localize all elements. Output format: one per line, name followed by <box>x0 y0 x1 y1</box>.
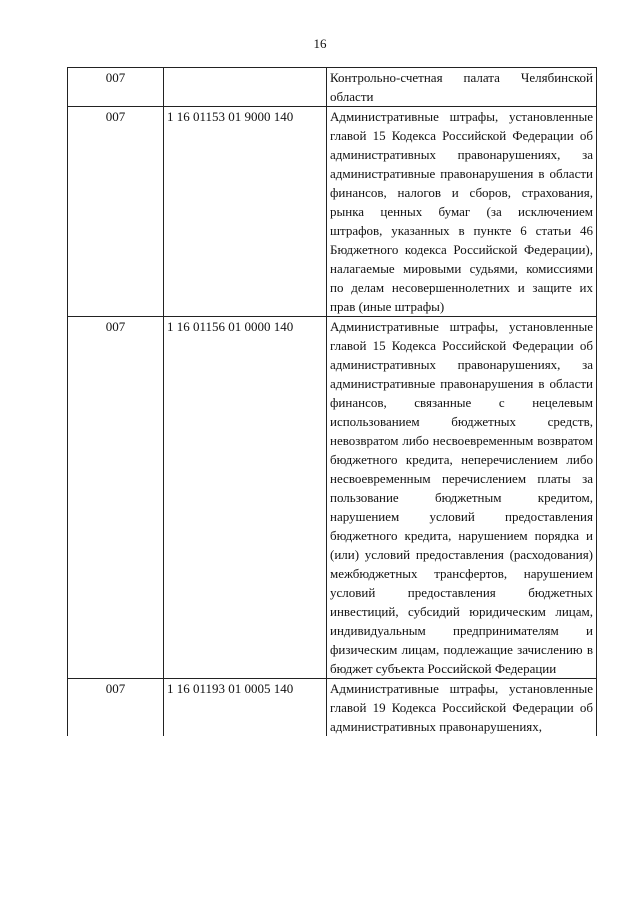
table-row <box>68 68 597 107</box>
kbk-cell <box>164 68 327 107</box>
kbk-cell: 1 16 01153 01 9000 140 <box>164 107 327 317</box>
description-cell: Контрольно-счетная палата Челябинской области <box>327 68 597 107</box>
table-row <box>68 317 597 679</box>
table-row <box>68 679 597 737</box>
description-cell: Административные штрафы, установленные главой 15 Кодекса Российской Федерации об административных правонарушениях, за административные правонарушения в области финансов, связанные с нецелевым использованием бюджетных средств, невозвратом либо несвоевременным возвратом бюджетного кредита, неперечислением либо несвоевременным перечислением платы за пользование бюджетным кредитом, нарушением условий предоставления бюджетного кредита, нарушением порядка и (или) условий предоставления (расходования) межбюджетных трансфертов, нарушением условий предоставления бюджетных инвестиций, субсидий юридическим лицам, индивидуальным предпринимателям и физическим лицам, подлежащие зачислению в бюджет субъекта Российской Федерации <box>327 317 597 679</box>
table-row <box>68 107 597 317</box>
kbk-cell: 1 16 01156 01 0000 140 <box>164 317 327 679</box>
admin-code-cell: 007 <box>68 68 164 107</box>
kbk-cell: 1 16 01193 01 0005 140 <box>164 679 327 737</box>
admin-code-cell: 007 <box>68 107 164 317</box>
description-cell: Административные штрафы, установленные главой 19 Кодекса Российской Федерации об административных правонарушениях, <box>327 679 597 737</box>
description-cell: Административные штрафы, установленные главой 15 Кодекса Российской Федерации об административных правонарушениях, за административные правонарушения в области финансов, налогов и сборов, страхования, рынка ценных бумаг (за исключением штрафов, указанных в пункте 6 статьи 46 Бюджетного кодекса Российской Федерации), налагаемые мировыми судьями, комиссиями по делам несовершеннолетних и защите их прав (иные штрафы) <box>327 107 597 317</box>
revenue-codes-table <box>67 67 597 736</box>
page-number: 16 <box>313 36 327 51</box>
admin-code-cell: 007 <box>68 317 164 679</box>
admin-code-cell: 007 <box>68 679 164 737</box>
